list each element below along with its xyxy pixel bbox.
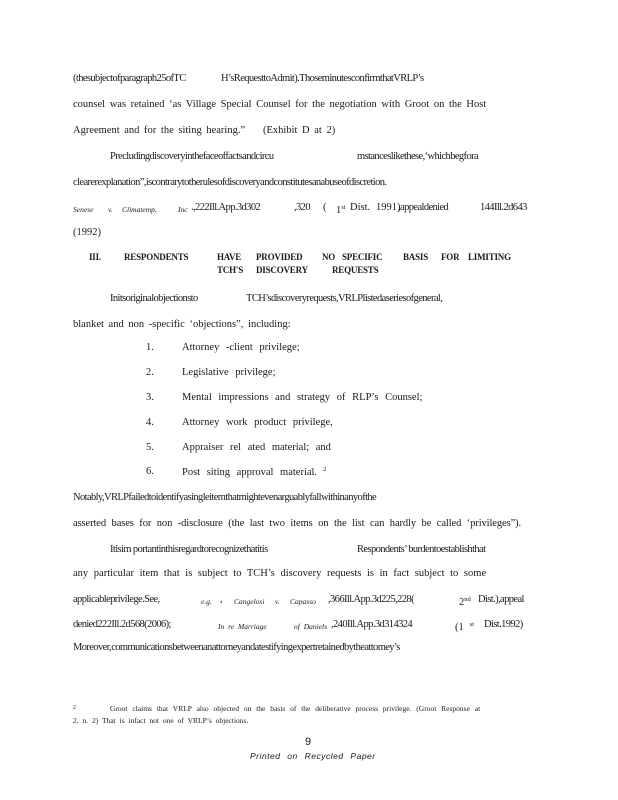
body-text-line: Agreement and for the siting hearing.” xyxy=(73,125,246,136)
body-text-line: Precludingdiscoveryinthefaceoffactsandcircu xyxy=(110,151,274,162)
section-heading-word: NO xyxy=(322,252,336,262)
case-name: Senese xyxy=(73,205,94,214)
citation-text: ,320 xyxy=(294,202,310,213)
body-text-line: any particular item that is subject to TCH’s discovery requests is in fact subject to some xyxy=(73,568,487,579)
body-text-line: blanket and non -specific ‘objections”, including: xyxy=(73,319,291,330)
citation-text: (1 $^{st}$ xyxy=(455,621,475,633)
signal-eg: e.g. xyxy=(201,597,212,606)
body-text-line: asserted bases for non -disclosure (the last two items on the list can hardly be called ‘privileges”). xyxy=(73,518,522,529)
body-text-line: clearerexplanation”,iscontrarytotherulesofdiscoveryandconstitutesanabuseofdiscretion. xyxy=(73,177,387,188)
list-item-number: 1. xyxy=(146,342,154,353)
case-v: v. xyxy=(275,597,280,606)
body-text-line: (thesubjectofparagraph25ofTC xyxy=(73,73,186,84)
case-v: v. xyxy=(108,205,113,214)
citation-text: 2nd xyxy=(459,596,471,608)
page-number: 9 xyxy=(305,736,312,748)
citation-text: ,240Ill.App.3d314324 xyxy=(331,619,413,630)
body-text-line: Itisim portantinthisregardtorecognizethatitis xyxy=(110,544,268,555)
citation-text: denied222Ill.2d568(2006); xyxy=(73,619,171,630)
section-heading-word: SPECIFIC xyxy=(342,252,383,262)
printed-on-recycled-paper: Printed on Recycled Paper xyxy=(250,751,376,761)
body-text-line: (Exhibit D at 2) xyxy=(263,125,336,136)
case-name: Cangelosi xyxy=(234,597,265,606)
footnote-text: 2, n. 2) That is infact not one of VRLP’s objections. xyxy=(73,716,249,725)
citation-text: Dist. xyxy=(350,202,371,213)
section-heading-word: REQUESTS xyxy=(332,265,379,275)
section-heading-word: LIMITING xyxy=(468,252,511,262)
citation-text: Dist.),appeal xyxy=(478,594,524,605)
case-name: Capasso xyxy=(290,597,316,606)
citation-text: ,appealdenied xyxy=(398,202,449,213)
citation-text: ,366Ill.App.3d225,228( xyxy=(328,594,414,605)
body-text-line: Notably,VRLPfailedtoidentifyasingleitemthatmightevenarguablyfallwithinanyofthe xyxy=(73,492,377,503)
list-item-number: 3. xyxy=(146,392,154,403)
body-text-line: Moreover,communicationsbetweenanattorneyandatestifyingexpertretainedbytheattorney’s xyxy=(73,642,400,653)
body-text-line: mstanceslikethese,‘whichbegfora xyxy=(357,151,479,162)
section-heading-word: HAVE xyxy=(217,252,242,262)
list-item: Legislative privilege; xyxy=(182,367,276,378)
list-item: Attorney work product privilege, xyxy=(182,417,333,428)
footnote-reference: 2 xyxy=(323,466,327,473)
list-item: Appraiser rel ated material; and xyxy=(182,442,331,453)
section-heading-word: BASIS xyxy=(403,252,429,262)
list-item-number: 2. xyxy=(146,367,154,378)
case-name: In re Marriage xyxy=(218,622,267,631)
citation-text: 1991) xyxy=(376,202,401,213)
body-text-line: TCH’sdiscoveryrequests,VRLPlistedaseriesofgeneral, xyxy=(246,293,443,304)
case-name: Inc xyxy=(178,205,188,214)
section-heading-word: PROVIDED xyxy=(256,252,303,262)
list-item: Post siting approval material. $^2$ xyxy=(182,466,327,478)
section-heading-word: TCH'S xyxy=(217,265,244,275)
list-item: Mental impressions and strategy of RLP’s Counsel; xyxy=(182,392,423,403)
section-heading-word: FOR xyxy=(441,252,460,262)
footnote-mark: 2 xyxy=(73,705,76,711)
body-text-line: applicableprivilege.See, xyxy=(73,594,160,605)
body-text-line: H’sRequesttoAdmit).ThoseminutesconfirmthatVRLP’s xyxy=(221,73,424,84)
body-text-line: counsel was retained ‘as Village Special Counsel for the negotiation with Groot on the Host xyxy=(73,99,487,110)
list-item-number: 4. xyxy=(146,417,154,428)
citation-text: ( xyxy=(323,202,327,213)
citation-text: .,222Ill.App.3d302 xyxy=(191,202,261,213)
section-number: III. xyxy=(89,252,101,262)
body-text-line: Respondents’ burdentoestablishthat xyxy=(357,544,486,555)
list-item-number: 5. xyxy=(146,442,154,453)
case-name: of Daniels xyxy=(294,622,328,631)
case-name: Climatemp, xyxy=(122,205,157,214)
list-item-number: 6. xyxy=(146,466,154,477)
list-item: Attorney -client privilege; xyxy=(182,342,300,353)
section-heading-word: RESPONDENTS xyxy=(124,252,189,262)
body-text-line: Initsoriginalobjectionsto xyxy=(110,293,198,304)
footnote-text: Groot claims that VRLP also objected on the basis of the deliberative process privilege. (Groot Response at xyxy=(110,704,481,713)
citation-text: 1st xyxy=(336,204,346,216)
body-text-line: , xyxy=(220,594,223,605)
citation-text: Dist.1992) xyxy=(484,619,523,630)
citation-text: 144Ill.2d643 xyxy=(480,202,527,213)
citation-text: (1992) xyxy=(73,227,101,238)
section-heading-word: DISCOVERY xyxy=(256,265,308,275)
